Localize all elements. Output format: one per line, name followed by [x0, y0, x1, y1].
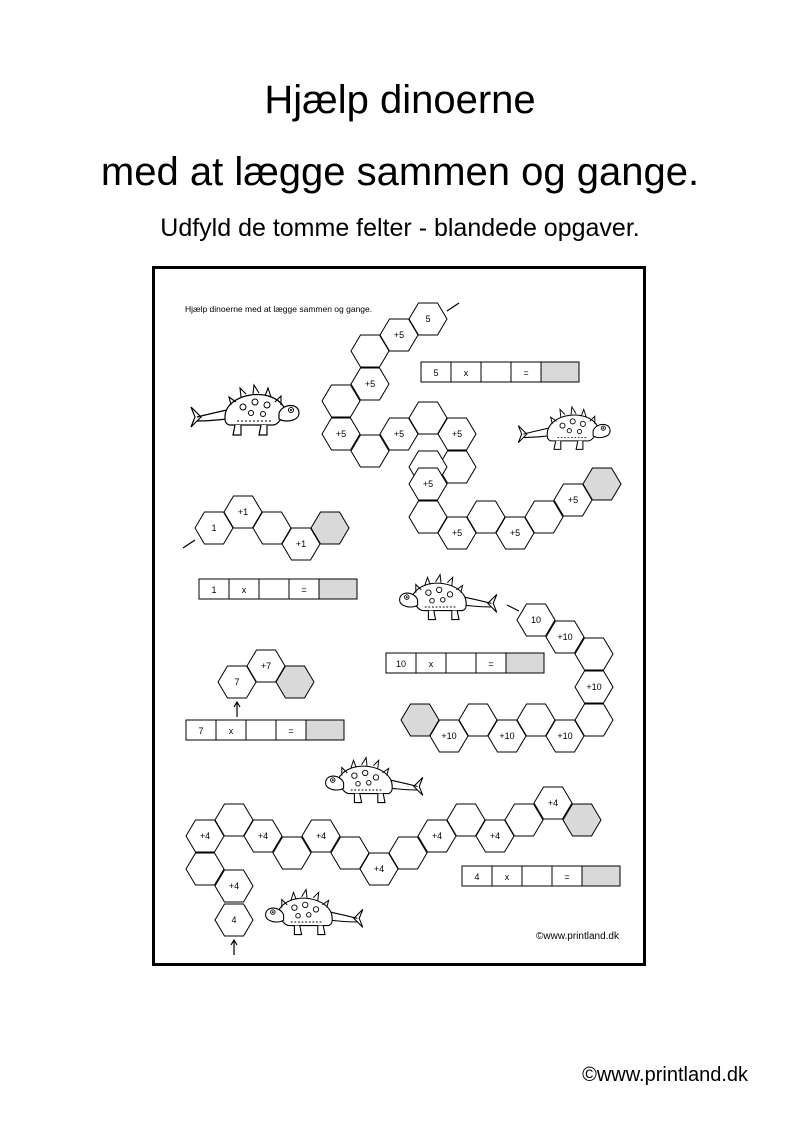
equation-seven — [186, 720, 344, 740]
equation-operator: x — [428, 659, 434, 669]
start-arrow — [231, 940, 237, 955]
dinosaur-illustration — [326, 758, 423, 803]
hex-step-label: +4 — [315, 831, 327, 841]
hex-step-cell — [575, 671, 613, 703]
hex-start-label: 7 — [234, 677, 240, 687]
hex-step-label: +4 — [228, 881, 240, 891]
hex-step-label: +10 — [499, 731, 515, 741]
worksheet-drawing — [155, 269, 643, 963]
hex-step-label: +1 — [295, 539, 307, 549]
hex-step-label: +5 — [335, 429, 347, 439]
hex-start-label: 1 — [211, 523, 217, 533]
equation-factor: 1 — [211, 585, 217, 595]
hex-step-label: +4 — [489, 831, 501, 841]
equation-equals: = — [488, 659, 494, 669]
footer-copyright: ©www.printland.dk — [582, 1064, 748, 1086]
page-title-line-1: Hjælp dinoerne — [264, 78, 536, 122]
hex-step-label: +1 — [237, 507, 249, 517]
hex-step-label: +4 — [199, 831, 211, 841]
hex-path-seven — [218, 650, 314, 717]
equation-equals: = — [301, 585, 307, 595]
equation-equals: = — [288, 726, 294, 736]
hex-start-label: 5 — [425, 314, 431, 324]
equation-four — [462, 866, 620, 886]
hex-path-ten — [401, 604, 613, 752]
dinosaur-illustration — [266, 890, 363, 935]
start-arrow — [447, 303, 459, 311]
worksheet — [152, 266, 646, 966]
hex-step-label: +7 — [260, 661, 272, 671]
equation-equals: = — [523, 368, 529, 378]
equation-operator: x — [504, 872, 510, 882]
hex-step-label: +5 — [567, 495, 579, 505]
hex-step-label: +10 — [557, 632, 573, 642]
equation-five — [421, 362, 579, 382]
equation-equals: = — [564, 872, 570, 882]
hex-step-label: +4 — [547, 798, 559, 808]
equation-factor: 10 — [395, 659, 407, 669]
hex-start-label: 10 — [530, 615, 542, 625]
hex-step-label: +5 — [393, 330, 405, 340]
hex-step-label: +10 — [441, 731, 457, 741]
hex-step-label: +5 — [451, 528, 463, 538]
equation-one — [199, 579, 357, 599]
start-arrow — [234, 702, 240, 717]
equation-factor: 5 — [433, 368, 439, 378]
hex-step-label: +4 — [257, 831, 269, 841]
page-subtitle: Udfyld de tomme felter - blandede opgaver. — [160, 214, 640, 242]
hex-step-label: +10 — [557, 731, 573, 741]
start-arrow — [507, 605, 519, 611]
hex-path-one — [183, 496, 349, 560]
equation-operator: x — [241, 585, 247, 595]
hex-step-label: +5 — [509, 528, 521, 538]
hex-step-label: +4 — [373, 864, 385, 874]
hex-start-cell — [215, 904, 253, 936]
start-arrow — [183, 540, 195, 548]
equation-factor: 7 — [198, 726, 204, 736]
dinosaur-illustration — [400, 575, 497, 620]
hex-step-label: +5 — [451, 429, 463, 439]
equation-operator: x — [228, 726, 234, 736]
hex-step-label: +4 — [431, 831, 443, 841]
worksheet-title: Hjælp dinoerne med at lægge sammen og gange. — [185, 304, 373, 314]
dinosaur-illustration — [518, 407, 610, 450]
dinosaur-illustration — [191, 385, 299, 435]
hex-step-label: +5 — [393, 429, 405, 439]
equation-factor: 4 — [474, 872, 480, 882]
hex-step-label: +5 — [422, 479, 434, 489]
page-title-line-2: med at lægge sammen og gange. — [100, 150, 700, 194]
worksheet-copyright: ©www.printland.dk — [536, 931, 619, 942]
hex-step-label: +10 — [586, 682, 602, 692]
equation-operator: x — [463, 368, 469, 378]
hex-start-label: 4 — [231, 915, 237, 925]
equation-ten — [386, 653, 544, 673]
hex-step-label: +5 — [364, 379, 376, 389]
